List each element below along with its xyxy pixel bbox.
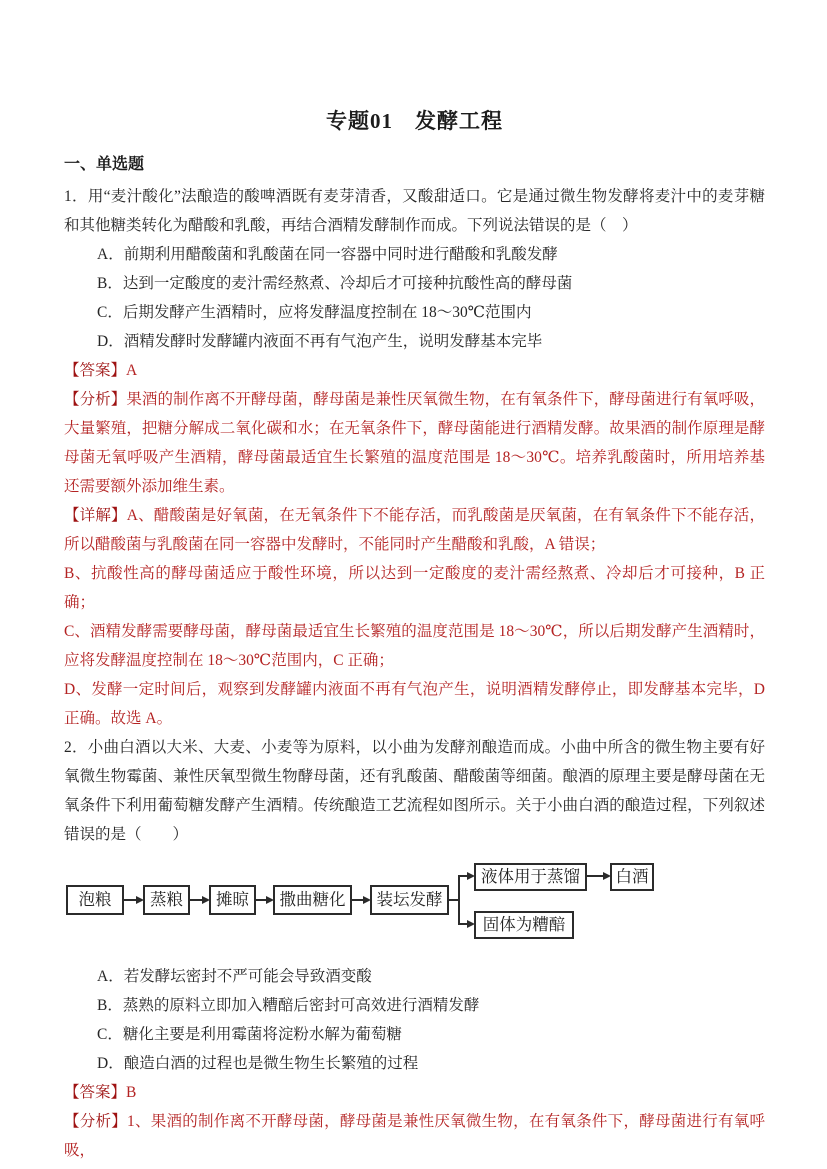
question-2-option-b: B．蒸熟的原料立即加入糟醅后密封可高效进行酒精发酵	[97, 997, 480, 1014]
question-2-options	[64, 962, 765, 1078]
question-1-detail-d: D、发酵一定时间后，观察到发酵罐内液面不再有气泡产生，说明酒精发酵停止，即发酵基本完毕，D 正确。故选 A。	[64, 681, 765, 727]
flow-box-baijiu: 白酒	[610, 863, 654, 891]
detail-label: 【详解】	[64, 507, 127, 524]
flow-arrow-3	[256, 899, 267, 901]
flow-arrow-to-solid	[458, 923, 468, 925]
flow-step-steam-grain: 蒸粮	[143, 885, 190, 915]
question-2-stem: 2．小曲白酒以大米、大麦、小麦等为原料，以小曲为发酵剂酿造而成。小曲中所含的微生物主要有好氧微生物霉菌、兼性厌氧型微生物酵母菌，还有乳酸菌、醋酸菌等细菌。酿酒的原理主要是酵母菌在无氧条件下利用葡萄糖发酵产生酒精。传统酿造工艺流程如图所示。关于小曲白酒的酿造过程，下列叙述错误的是（ ）	[64, 739, 765, 843]
detail-text-a: A、醋酸菌是好氧菌，在无氧条件下不能存活，而乳酸菌是厌氧菌，在有氧条件下不能存活，所以醋酸菌与乳酸菌在同一容器中发酵时，不能同时产生醋酸和乳酸，A 错误；	[64, 507, 765, 553]
question-1-detail-c: C、酒精发酵需要酵母菌，酵母菌最适宜生长繁殖的温度范围是 18～30℃，所以后期发酵产生酒精时，应将发酵温度控制在 18～30℃范围内，C 正确；	[64, 623, 765, 669]
question-2-answer	[64, 1078, 765, 1107]
brewing-process-flowchart	[64, 858, 765, 950]
answer-value: B	[126, 1084, 137, 1101]
question-1-options	[64, 240, 765, 356]
flow-step-jar-ferment: 装坛发酵	[370, 885, 449, 915]
flow-arrow-to-baijiu	[587, 875, 604, 877]
question-1-answer	[64, 356, 765, 385]
analysis-label: 【分析】	[64, 391, 127, 408]
question-1-detail-b: B、抗酸性高的酵母菌适应于酸性环境，所以达到一定酸度的麦汁需经熬煮、冷却后才可接种，B 正确；	[64, 565, 765, 611]
question-2-option-a: A．若发酵坛密封不严可能会导致酒变酸	[97, 968, 372, 985]
question-1-option-a: A．前期利用醋酸菌和乳酸菌在同一容器中同时进行醋酸和乳酸发酵	[97, 246, 558, 263]
flow-step-soak-grain: 泡粮	[66, 885, 124, 915]
answer-label: 【答案】	[64, 1084, 127, 1101]
flow-arrow-2	[190, 899, 203, 901]
question-2-option-d: D．酿造白酒的过程也是微生物生长繁殖的过程	[97, 1055, 419, 1072]
question-1-option-d: D．酒精发酵时发酵罐内液面不再有气泡产生，说明发酵基本完毕	[97, 333, 543, 350]
answer-label: 【答案】	[64, 362, 127, 379]
answer-value: A	[126, 362, 138, 379]
question-1-option-c: C．后期发酵产生酒精时，应将发酵温度控制在 18～30℃范围内	[97, 304, 532, 321]
question-1-option-b: B．达到一定酸度的麦汁需经熬煮、冷却后才可接种抗酸性高的酵母菌	[97, 275, 573, 292]
analysis-text: 果酒的制作离不开酵母菌，酵母菌是兼性厌氧微生物，在有氧条件下，酵母菌进行有氧呼吸，大量繁殖，把糖分解成二氧化碳和水；在无氧条件下，酵母菌能进行酒精发酵。故果酒的制作原理是酵母菌无氧呼吸产生酒精，酵母菌最适宜生长繁殖的温度范围是 18～30℃。培养乳酸菌时，所用培养基还需要额外添加维生素。	[64, 391, 765, 495]
analysis-text: 1、果酒的制作离不开酵母菌，酵母菌是兼性厌氧微生物，在有氧条件下，酵母菌进行有氧呼吸，	[64, 1113, 765, 1159]
analysis-label: 【分析】	[64, 1113, 128, 1130]
flow-arrow-4	[352, 899, 364, 901]
flow-arrow-to-liquid	[458, 875, 468, 877]
question-2-option-c: C．糖化主要是利用霉菌将淀粉水解为葡萄糖	[97, 1026, 402, 1043]
flow-box-solid-fermented-grains: 固体为糟醅	[474, 911, 574, 939]
question-1-analysis	[64, 385, 765, 501]
flow-box-liquid-distill: 液体用于蒸馏	[474, 863, 587, 891]
flow-connector-vertical	[458, 876, 460, 925]
question-1-stem: 1．用“麦汁酸化”法酿造的酸啤酒既有麦芽清香，又酸甜适口。它是通过微生物发酵将麦汁中的麦芽糖和其他糖类转化为醋酸和乳酸，再结合酒精发酵制作而成。下列说法错误的是（ ）	[64, 188, 765, 234]
flow-step-spread-cool: 摊晾	[209, 885, 256, 915]
question-1-detail-a	[64, 501, 765, 559]
question-2-analysis	[64, 1107, 765, 1165]
flow-step-add-qu-saccharify: 撒曲糖化	[273, 885, 352, 915]
section-heading: 一、单选题	[64, 156, 145, 173]
page-title: 专题01 发酵工程	[326, 109, 503, 133]
flow-arrow-1	[124, 899, 137, 901]
